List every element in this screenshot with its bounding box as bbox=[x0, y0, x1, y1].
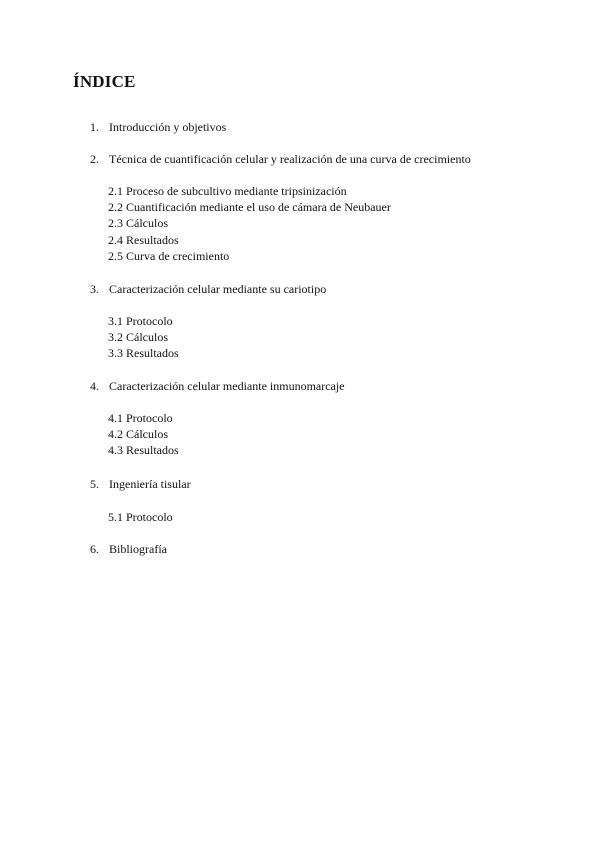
toc-section-label: Ingeniería tisular bbox=[109, 477, 191, 491]
toc-subsection-4-2[interactable]: 4.2 Cálculos bbox=[108, 427, 168, 442]
toc-section-number: 3. bbox=[90, 282, 99, 296]
toc-section-6[interactable] bbox=[90, 541, 167, 557]
toc-section-label: Caracterización celular mediante inmunomarcaje bbox=[109, 379, 345, 393]
page-title: ÍNDICE bbox=[73, 72, 136, 91]
toc-section-label: Introducción y objetivos bbox=[109, 120, 227, 134]
toc-section-label: Técnica de cuantificación celular y realización de una curva de crecimiento bbox=[109, 152, 471, 166]
toc-subsection-2-2[interactable]: 2.2 Cuantificación mediante el uso de cámara de Neubauer bbox=[108, 200, 391, 215]
toc-subsection-3-3[interactable]: 3.3 Resultados bbox=[108, 346, 179, 361]
toc-section-number: 2. bbox=[90, 152, 99, 166]
toc-subsection-list-2 bbox=[108, 183, 391, 264]
toc-subsection-2-1[interactable]: 2.1 Proceso de subcultivo mediante tripsinización bbox=[108, 184, 347, 198]
toc-subsection-5-1[interactable]: 5.1 Protocolo bbox=[108, 510, 173, 524]
toc-section-label: Bibliografía bbox=[109, 542, 167, 556]
toc-section-1[interactable] bbox=[90, 119, 226, 135]
toc-subsection-4-1[interactable]: 4.1 Protocolo bbox=[108, 411, 173, 425]
toc-subsection-2-3[interactable]: 2.3 Cálculos bbox=[108, 216, 168, 231]
toc-section-number: 6. bbox=[90, 542, 99, 556]
toc-section-3[interactable] bbox=[90, 281, 326, 297]
toc-section-4[interactable] bbox=[90, 378, 345, 394]
toc-subsection-list-4 bbox=[108, 410, 179, 459]
toc-section-number: 4. bbox=[90, 379, 99, 393]
toc-subsection-2-4[interactable]: 2.4 Resultados bbox=[108, 232, 179, 247]
toc-subsection-list-3 bbox=[108, 313, 179, 362]
toc-subsection-list-5 bbox=[108, 509, 173, 525]
toc-section-label: Caracterización celular mediante su cariotipo bbox=[109, 282, 327, 296]
toc-subsection-3-1[interactable]: 3.1 Protocolo bbox=[108, 314, 173, 328]
toc-section-number: 5. bbox=[90, 477, 99, 491]
toc-section-2[interactable] bbox=[90, 151, 471, 167]
toc-subsection-2-5[interactable]: 2.5 Curva de crecimiento bbox=[108, 248, 230, 263]
toc-subsection-4-3[interactable]: 4.3 Resultados bbox=[108, 443, 179, 458]
toc-section-number: 1. bbox=[90, 120, 99, 134]
toc-subsection-3-2[interactable]: 3.2 Cálculos bbox=[108, 330, 168, 345]
toc-section-5[interactable] bbox=[90, 476, 191, 492]
